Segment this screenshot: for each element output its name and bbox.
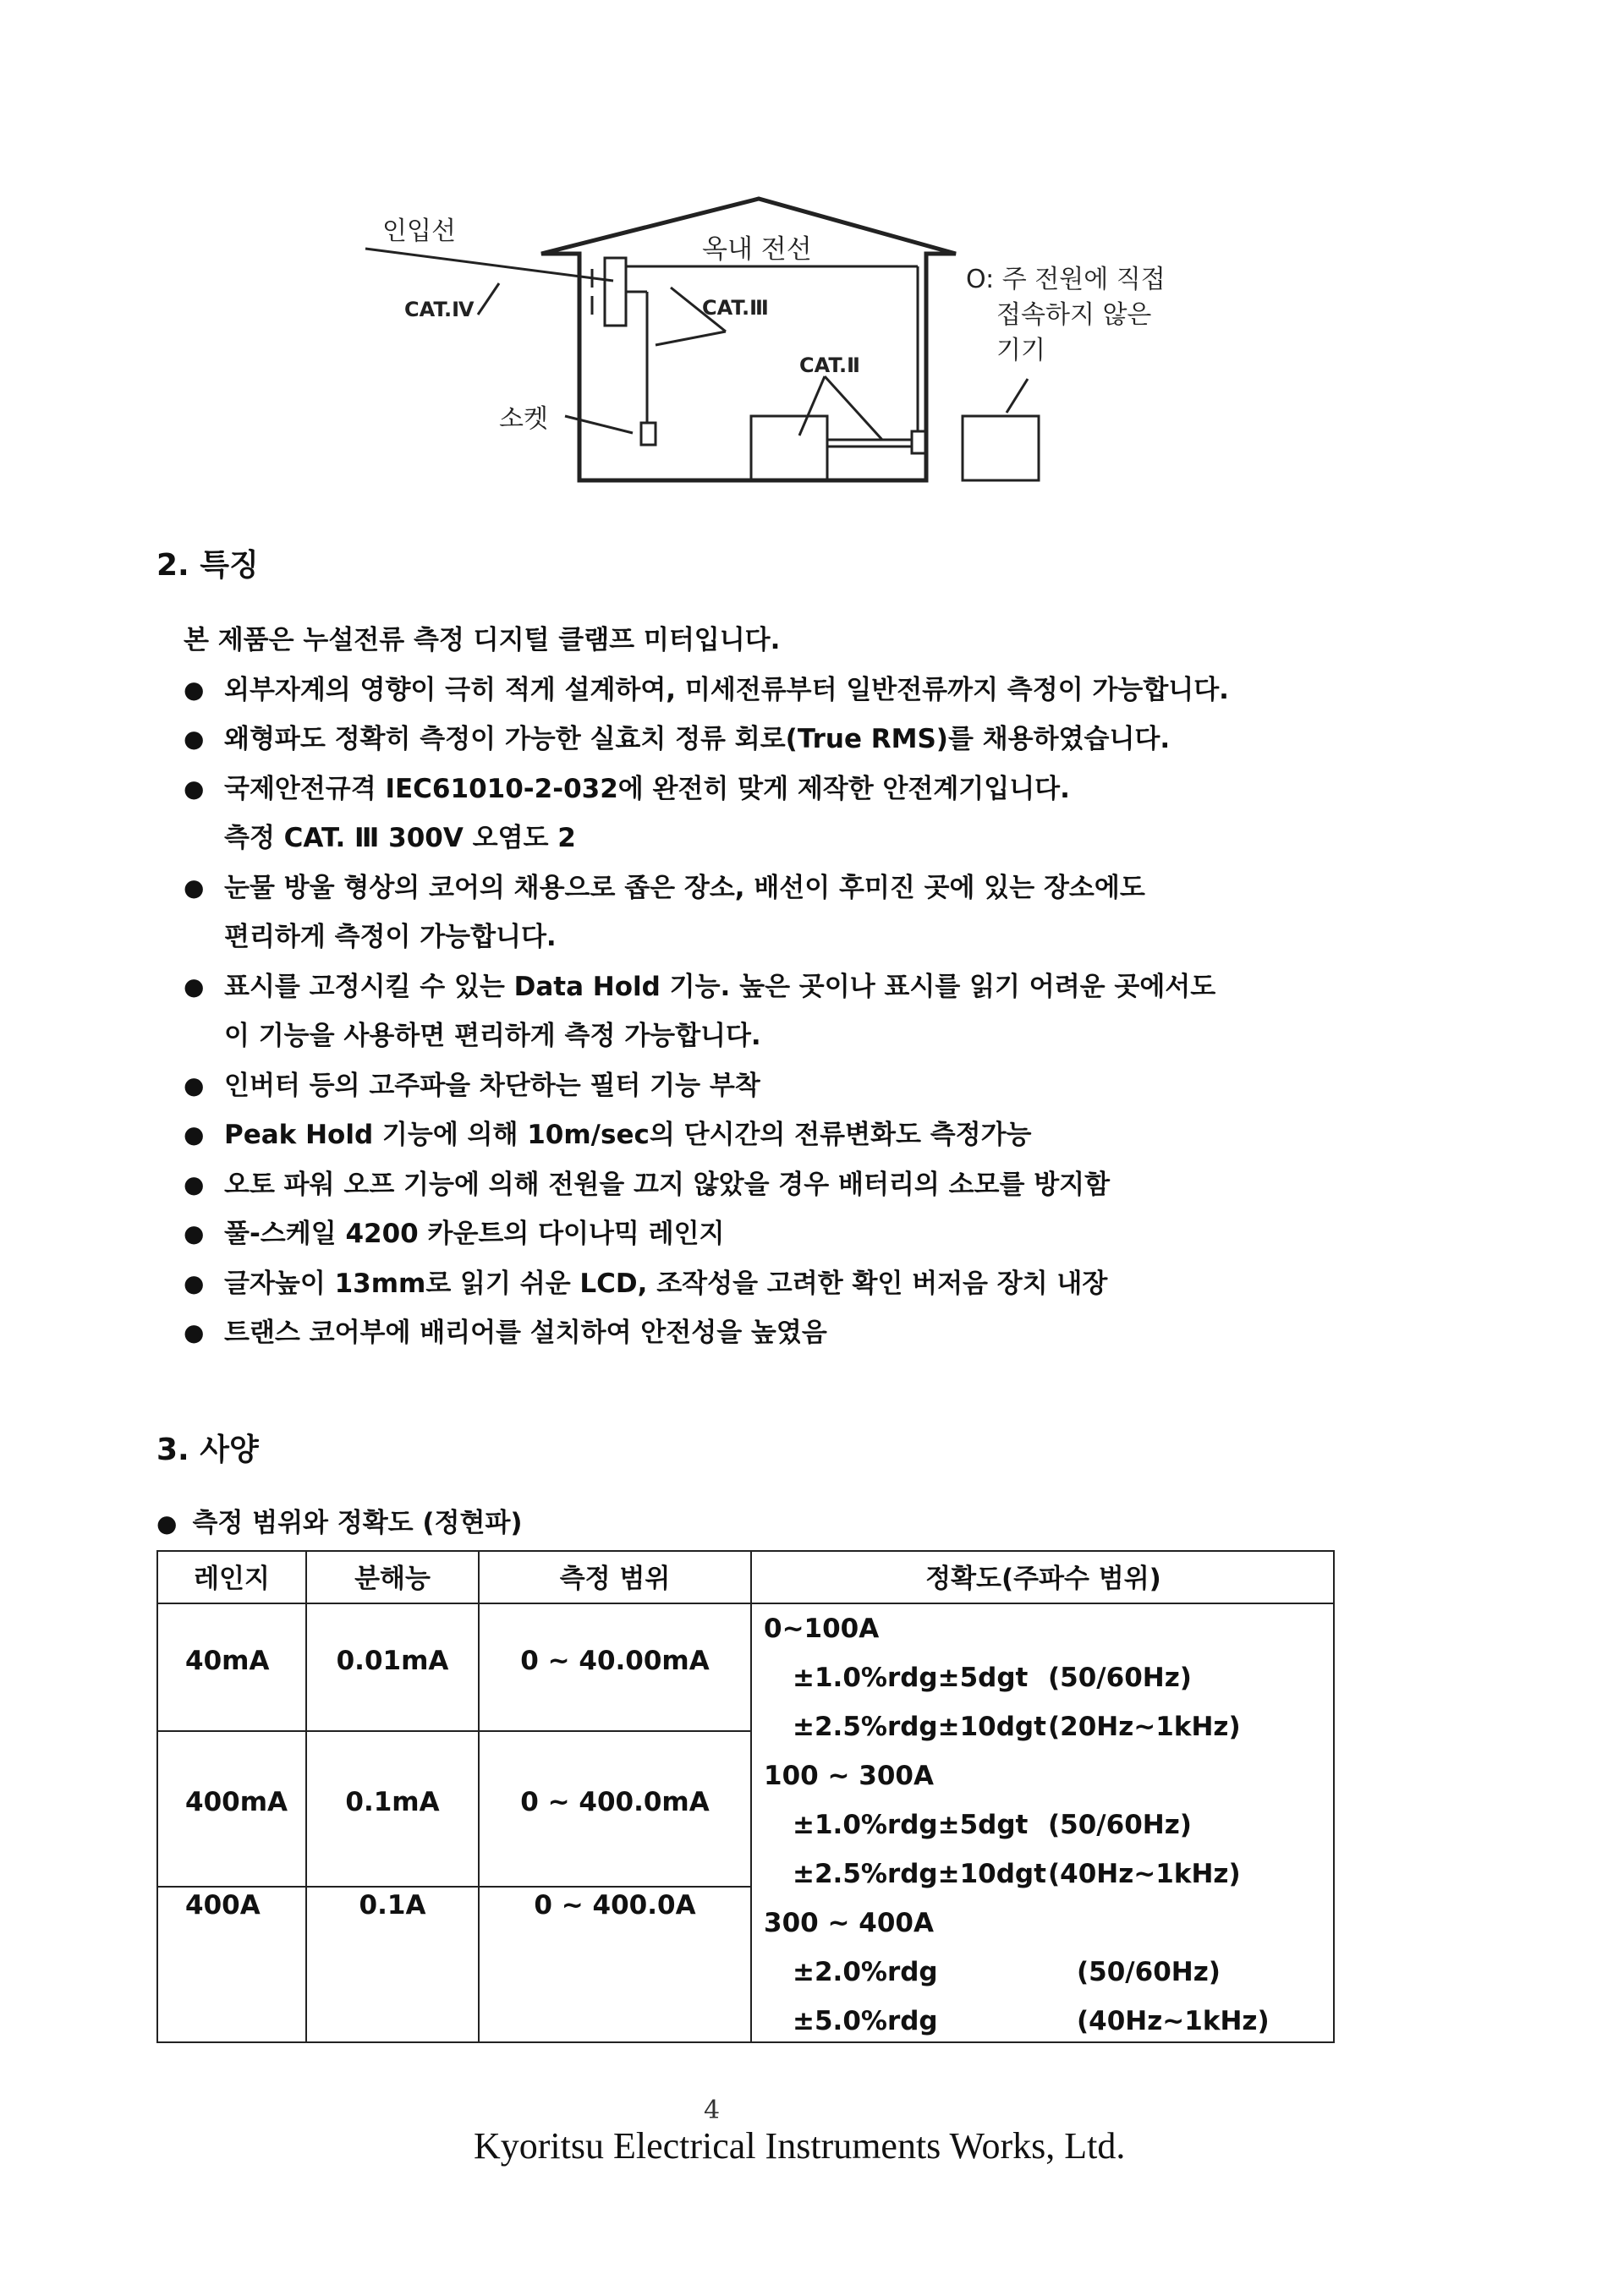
accuracy-spec — [764, 1849, 1241, 1899]
accuracy-value: ±5.0%rdg — [793, 2006, 938, 2036]
row1-range: 40mA — [185, 1646, 270, 1676]
feature-text: 편리하게 측정이 가능합니다. — [224, 922, 557, 952]
feature-text: 측정 CAT. Ⅲ 300V 오염도 2 — [224, 823, 576, 853]
accuracy-frequency: (40Hz~1kHz) — [1048, 1859, 1241, 1889]
label-cat0-line1: O: 주 전원에 직접 — [966, 265, 1166, 294]
feature-text: Peak Hold 기능에 의해 10m/sec의 단시간의 전류변화도 측정가능 — [224, 1120, 1032, 1150]
row2-range: 400mA — [185, 1787, 288, 1817]
accuracy-value: ±2.5%rdg±10dgt — [793, 1859, 1046, 1889]
label-cat3: CAT.Ⅲ — [702, 296, 769, 320]
header-resolution: 분해능 — [354, 1564, 431, 1594]
accuracy-band: 300 ~ 400A — [764, 1908, 934, 1938]
row2-resolution: 0.1mA — [345, 1787, 440, 1817]
bullet-icon: ● — [184, 1219, 205, 1247]
row1-resolution: 0.01mA — [336, 1646, 449, 1676]
label-inlet: 인입선 — [382, 216, 456, 246]
feature-text: 글자높이 13mm로 읽기 쉬운 LCD, 조작성을 고려한 확인 버저음 장치 내장 — [224, 1268, 1108, 1299]
feature-item — [184, 962, 1452, 1061]
feature-list — [184, 666, 1452, 1358]
row3-resolution: 0.1A — [359, 1890, 426, 1921]
features-intro: 본 제품은 누설전류 측정 디지털 클램프 미터입니다. — [184, 625, 781, 655]
label-cat0-line2: 접속하지 않은 — [996, 300, 1152, 330]
feature-text: 트랜스 코어부에 배리어를 설치하여 안전성을 높였음 — [224, 1318, 827, 1348]
feature-item — [184, 863, 1452, 962]
accuracy-spec — [764, 1653, 1192, 1702]
accuracy-frequency: (20Hz~1kHz) — [1048, 1712, 1241, 1742]
accuracy-band: 0~100A — [764, 1614, 880, 1644]
caption-bullet: ● — [156, 1510, 178, 1537]
page-number: 4 — [703, 2096, 721, 2125]
table-caption — [156, 1501, 523, 1539]
bullet-icon: ● — [184, 1269, 205, 1297]
label-socket: 소켓 — [499, 404, 548, 434]
accuracy-spec — [764, 1702, 1241, 1751]
accuracy-value: ±1.0%rdg±5dgt — [793, 1663, 1029, 1693]
feature-item — [184, 1209, 1452, 1259]
external-device-box — [963, 416, 1039, 480]
feature-item — [184, 1160, 1452, 1210]
accuracy-spec — [764, 1948, 1221, 1997]
feature-text: 눈물 방울 형상의 코어의 채용으로 좁은 장소, 배선이 후미진 곳에 있는 장소에도 — [224, 872, 1145, 903]
bullet-icon: ● — [184, 725, 205, 753]
bullet-icon: ● — [184, 972, 205, 1000]
distribution-board — [605, 258, 626, 326]
feature-text: 외부자계의 영향이 극히 적게 설계하여, 미세전류부터 일반전류까지 측정이 가능합니다. — [224, 674, 1229, 705]
bullet-icon: ● — [184, 1318, 205, 1346]
bullet-icon: ● — [184, 675, 205, 704]
feature-item — [184, 1110, 1452, 1160]
accuracy-band: 100 ~ 300A — [764, 1761, 934, 1791]
label-cat0-line3: 기기 — [996, 336, 1045, 365]
row3-range: 400A — [185, 1890, 261, 1921]
header-measure-range: 측정 범위 — [559, 1564, 671, 1594]
accuracy-frequency: (40Hz~1kHz) — [1077, 2006, 1270, 2036]
row1-measure: 0 ~ 40.00mA — [520, 1646, 710, 1676]
socket-box — [641, 423, 656, 445]
feature-item — [184, 666, 1452, 715]
features-section — [184, 616, 1452, 1358]
accuracy-value: ±2.5%rdg±10dgt — [793, 1712, 1046, 1742]
accuracy-value: ±2.0%rdg — [793, 1957, 938, 1987]
spec-table — [156, 1550, 1335, 2043]
feature-text: 국제안전규격 IEC61010-2-032에 완전히 맞게 제작한 안전계기입니다. — [224, 773, 1070, 804]
feature-item — [184, 715, 1452, 764]
bullet-icon: ● — [184, 1071, 205, 1099]
accuracy-spec — [764, 1997, 1270, 2046]
accuracy-frequency: (50/60Hz) — [1048, 1663, 1192, 1693]
feature-item — [184, 1259, 1452, 1309]
row2-measure: 0 ~ 400.0mA — [520, 1787, 710, 1817]
feature-item — [184, 1308, 1452, 1358]
header-accuracy: 정확도(주파수 범위) — [925, 1564, 1161, 1594]
feature-item — [184, 1061, 1452, 1111]
header-range: 레인지 — [194, 1564, 270, 1594]
accuracy-frequency: (50/60Hz) — [1048, 1810, 1192, 1840]
bullet-icon: ● — [184, 873, 205, 901]
installation-category-diagram — [0, 0, 1624, 507]
appliance-box — [751, 416, 827, 480]
feature-item — [184, 764, 1452, 863]
caption-text: 측정 범위와 정확도 (정현파) — [192, 1508, 523, 1538]
accuracy-frequency: (50/60Hz) — [1077, 1957, 1221, 1987]
company-name: Kyoritsu Electrical Instruments Works, Ltd. — [474, 2125, 1126, 2167]
label-cat2: CAT.Ⅱ — [799, 353, 860, 377]
accuracy-value: ±1.0%rdg±5dgt — [793, 1810, 1029, 1840]
section-2-title: 2. 특징 — [156, 548, 259, 583]
feature-text: 오토 파워 오프 기능에 의해 전원을 끄지 않았을 경우 배터리의 소모를 방지함 — [224, 1169, 1111, 1200]
label-indoor-wiring: 옥내 전선 — [702, 234, 812, 265]
bullet-icon: ● — [184, 1170, 205, 1198]
feature-text: 풀-스케일 4200 카운트의 다이나믹 레인지 — [224, 1219, 725, 1249]
accuracy-spec — [764, 1800, 1192, 1849]
feature-text: 표시를 고정시킬 수 있는 Data Hold 기능. 높은 곳이나 표시를 읽기 어려운 곳에서도 — [224, 971, 1216, 1002]
section-3-title: 3. 사양 — [156, 1433, 259, 1467]
row3-measure: 0 ~ 400.0A — [534, 1890, 696, 1921]
bullet-icon: ● — [184, 774, 205, 803]
label-cat4: CAT.Ⅳ — [404, 298, 475, 321]
feature-text: 이 기능을 사용하면 편리하게 측정 가능합니다. — [224, 1021, 761, 1051]
feature-text: 왜형파도 정확히 측정이 가능한 실효치 정류 회로(True RMS)를 채용하였습니다. — [224, 724, 1171, 754]
bullet-icon: ● — [184, 1121, 205, 1148]
accuracy-cell — [764, 1604, 1270, 2046]
feature-text: 인버터 등의 고주파을 차단하는 필터 기능 부착 — [224, 1070, 760, 1101]
